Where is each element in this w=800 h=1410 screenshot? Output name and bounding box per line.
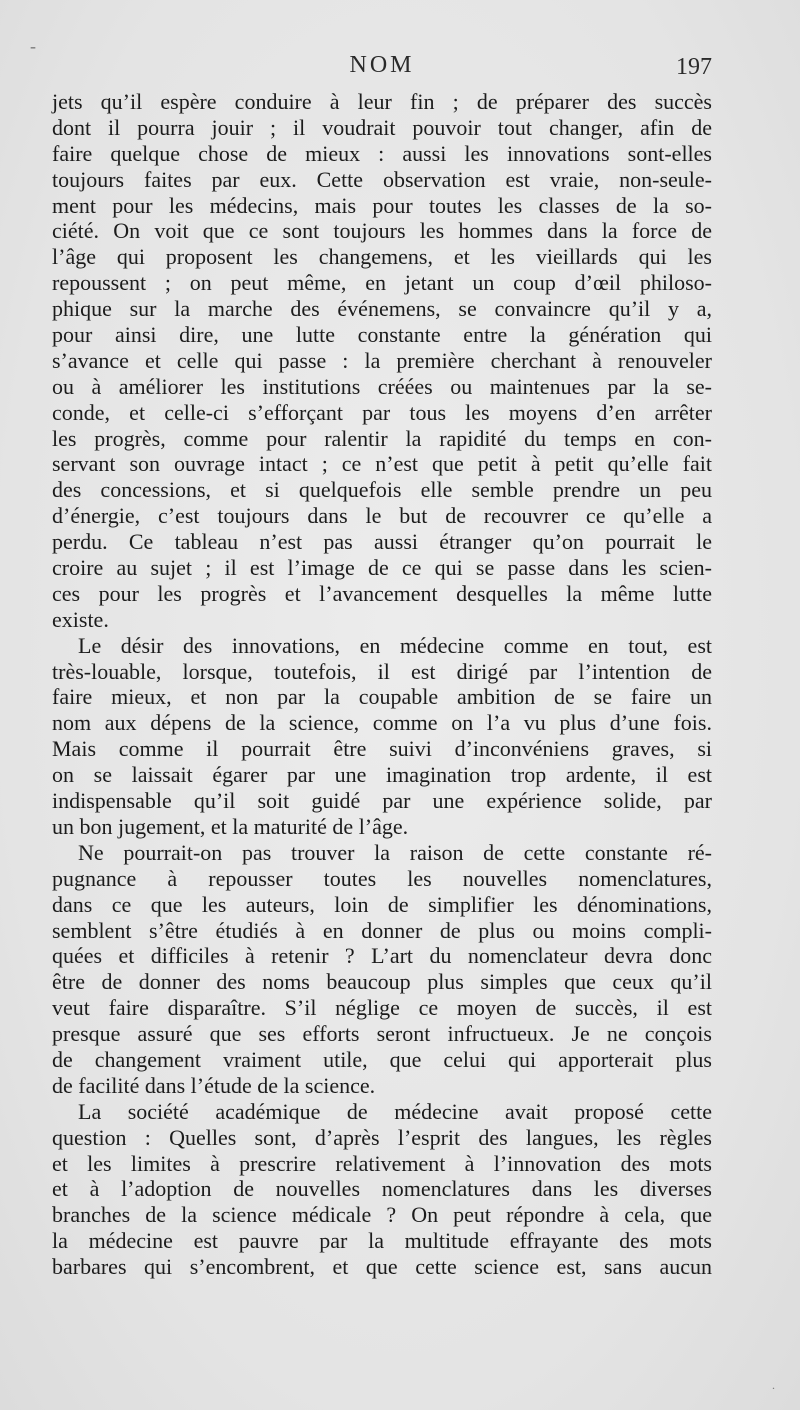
running-head: NOM [349, 52, 415, 78]
text-line: conde, et celle-ci s’efforçant par tous les moyens d’en arrêter [52, 399, 712, 425]
text-line: servant son ouvrage intact ; ce n’est que petit à petit qu’elle fait [52, 451, 712, 477]
text-line: s’avance et celle qui passe : la première cherchant à renouveler [52, 347, 712, 373]
text-line: perdu. Ce tableau n’est pas aussi étranger qu’on pourrait le [52, 529, 712, 555]
text-line: veut faire disparaître. S’il néglige ce moyen de succès, il est [52, 995, 712, 1021]
text-line: ou à améliorer les institutions créées ou maintenues par la se- [52, 373, 712, 399]
text-line: être de donner des noms beaucoup plus simples que ceux qu’il [52, 969, 712, 995]
print-speck: . [772, 1378, 775, 1392]
text-line: croire au sujet ; il est l’image de ce qui se passe dans les scien- [52, 555, 712, 581]
text-line: jets qu’il espère conduire à leur fin ; de préparer des succès [52, 89, 712, 114]
paragraph [52, 89, 712, 633]
paragraph [52, 633, 712, 840]
text-line: presque assuré que ses efforts seront infructueux. Je ne conçois [52, 1021, 712, 1047]
text-line: faire mieux, et non par la coupable ambition de se faire un [52, 684, 712, 710]
text-line: indispensable qu’il soit guidé par une expérience solide, par [52, 788, 712, 814]
paragraph [52, 840, 712, 1099]
text-line: pugnance à repousser toutes les nouvelles nomenclatures, [52, 865, 712, 891]
print-speck: - [30, 36, 36, 56]
page-number: 197 [676, 54, 712, 80]
text-line: phique sur la marche des événemens, se convaincre qu’il y a, [52, 296, 712, 322]
text-line: question : Quelles sont, d’après l’esprit des langues, les règles [52, 1124, 712, 1150]
text-line: et les limites à prescrire relativement à l’innovation des mots [52, 1150, 712, 1176]
text-line: faire quelque chose de mieux : aussi les innovations sont-elles [52, 140, 712, 166]
text-line: l’âge qui proposent les changemens, et les vieillards qui les [52, 244, 712, 270]
text-line: d’énergie, c’est toujours dans le but de recouvrer ce qu’elle a [52, 503, 712, 529]
text-line: des concessions, et si quelquefois elle semble prendre un peu [52, 477, 712, 503]
text-line: dont il pourra jouir ; il voudrait pouvoir tout changer, afin de [52, 114, 712, 140]
page-header [52, 52, 712, 86]
text-line: Le désir des innovations, en médecine comme en tout, est [78, 632, 712, 658]
text-line: de facilité dans l’étude de la science. [52, 1072, 376, 1098]
text-line: ment pour les médecins, mais pour toutes les classes de la so- [52, 192, 712, 218]
text-line: semblent s’être étudiés à en donner de plus ou moins compli- [52, 917, 712, 943]
text-line: branches de la science médicale ? On peut répondre à cela, que [52, 1202, 712, 1228]
text-line: pour ainsi dire, une lutte constante entre la génération qui [52, 322, 712, 348]
text-line: dans ce que les auteurs, loin de simplifier les dénominations, [52, 891, 712, 917]
text-line: La société académique de médecine avait proposé cette [78, 1098, 712, 1124]
text-line: ciété. On voit que ce sont toujours les hommes dans la force de [52, 218, 712, 244]
text-line: barbares qui s’encombrent, et que cette science est, sans aucun [52, 1254, 712, 1280]
text-line: repoussent ; on peut même, en jetant un coup d’œil philoso- [52, 270, 712, 296]
text-line: Mais comme il pourrait être suivi d’inconvéniens graves, si [52, 736, 712, 762]
text-line: nom aux dépens de la science, comme on l’a vu plus d’une fois. [52, 710, 712, 736]
text-line: Ne pourrait-on pas trouver la raison de cette constante ré- [78, 839, 712, 865]
body-text [52, 89, 712, 1280]
text-line: un bon jugement, et la maturité de l’âge. [52, 813, 409, 839]
paragraph [52, 1099, 712, 1280]
text-line: quées et difficiles à retenir ? L’art du nomenclateur devra donc [52, 943, 712, 969]
text-line: de changement vraiment utile, que celui qui apporterait plus [52, 1046, 712, 1072]
text-line: les progrès, comme pour ralentir la rapidité du temps en con- [52, 425, 712, 451]
text-line: la médecine est pauvre par la multitude effrayante des mots [52, 1228, 712, 1254]
text-line: existe. [52, 606, 109, 632]
text-line: toujours faites par eux. Cette observation est vraie, non-seule- [52, 166, 712, 192]
text-line: très-louable, lorsque, toutefois, il est dirigé par l’intention de [52, 658, 712, 684]
text-line: et à l’adoption de nouvelles nomenclatures dans les diverses [52, 1176, 712, 1202]
text-line: ces pour les progrès et l’avancement desquelles la même lutte [52, 580, 712, 606]
text-line: on se laissait égarer par une imagination trop ardente, il est [52, 762, 712, 788]
